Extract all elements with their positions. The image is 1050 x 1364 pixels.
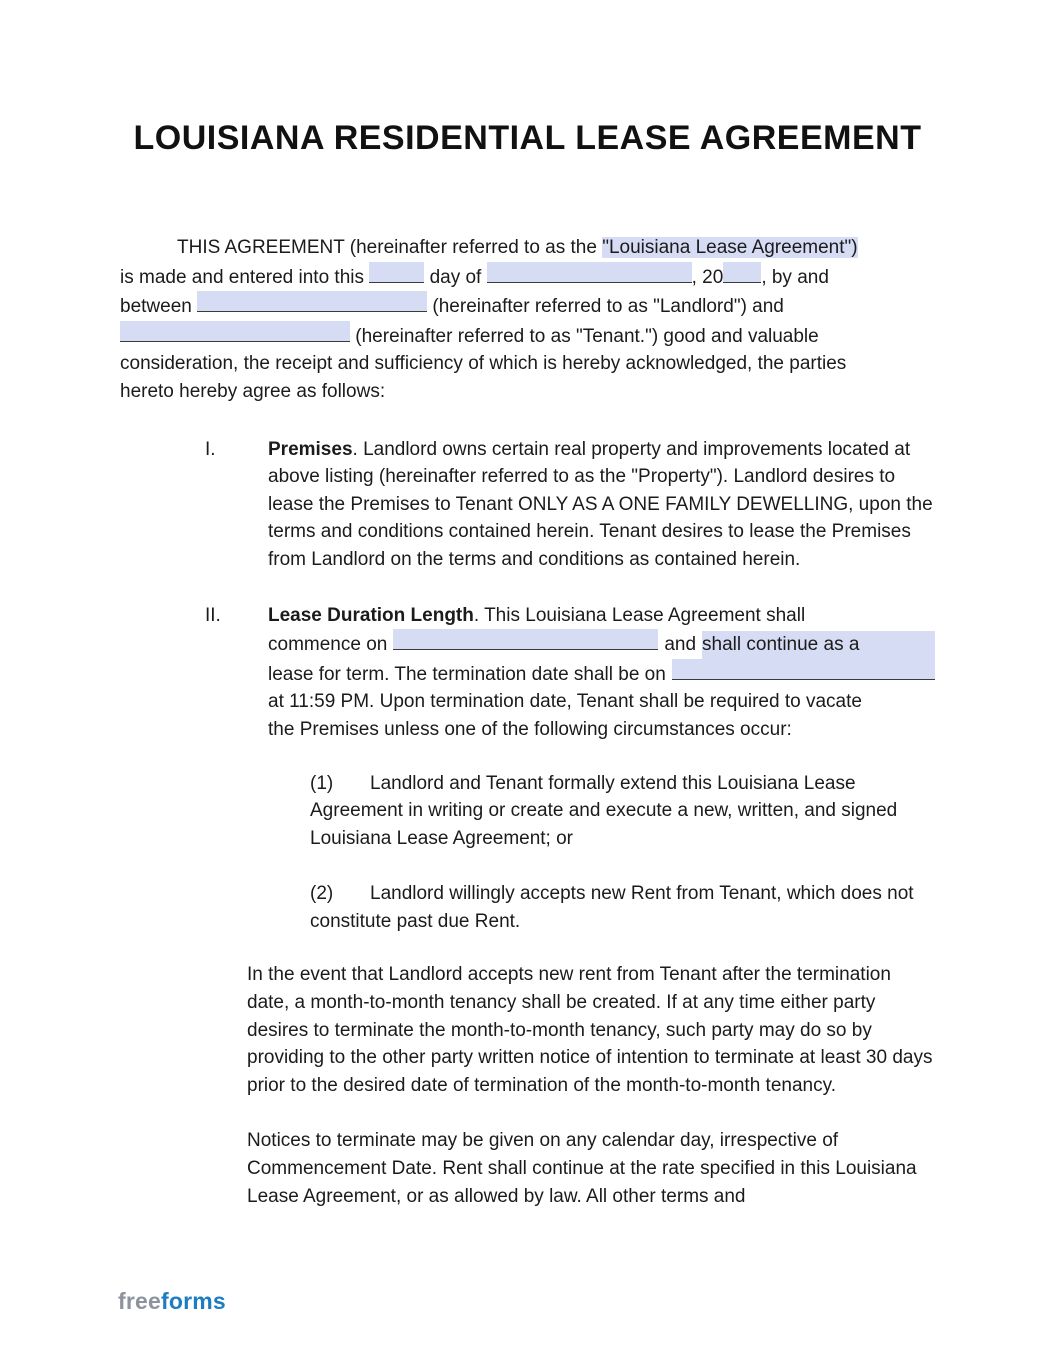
section-body xyxy=(268,436,935,574)
section-line xyxy=(268,602,935,630)
document-title: LOUISIANA RESIDENTIAL LEASE AGREEMENT xyxy=(133,119,922,157)
section-text: . This Louisiana Lease Agreement shall xyxy=(473,604,806,626)
intro-text: , by and xyxy=(761,266,829,288)
intro-paragraph xyxy=(120,234,935,406)
section-premises xyxy=(120,436,935,574)
intro-text: THIS AGREEMENT (hereinafter referred to as the xyxy=(177,237,603,258)
section-body xyxy=(268,602,935,744)
year-field[interactable] xyxy=(723,262,761,283)
termination-date-field[interactable] xyxy=(672,659,935,680)
intro-line xyxy=(120,262,935,292)
paragraph-notices: Notices to terminate may be given on any calendar day, irrespective of Commencement Date. Rent shall continue at the rate specified in this Louisiana Lease Agreement, or as allowed by law. All other terms and xyxy=(247,1130,917,1207)
paragraph-month-to-month: In the event that Landlord accepts new rent from Tenant after the termination date, a month-to-month tenancy shall be created. If at any time either party desires to terminate the month-to-month tenancy, such party may do so by providing to the other party written notice of intention to terminate at least 30 days prior to the desired date of termination of the month-to-month tenancy. xyxy=(247,964,933,1096)
clause-text: Landlord and Tenant formally extend this Louisiana Lease Agreement in writing or create and execute a new, written, and signed Louisiana Lease Agreement; or xyxy=(310,772,898,849)
intro-text: day of xyxy=(429,266,482,288)
section-number: II. xyxy=(205,604,221,626)
intro-text: consideration, the receipt and sufficiency of which is hereby acknowledged, the parties xyxy=(120,353,847,375)
section-number: I. xyxy=(205,438,216,460)
section-heading: Lease Duration Length xyxy=(268,604,474,626)
landlord-name-field[interactable] xyxy=(197,291,427,312)
section-line xyxy=(268,659,935,689)
commencement-date-field[interactable] xyxy=(393,629,658,650)
agreement-name-field[interactable]: "Louisiana Lease Agreement") xyxy=(602,237,858,258)
intro-text: (hereinafter referred to as "Landlord") and xyxy=(432,296,784,318)
intro-text: is made and entered into this xyxy=(120,266,364,288)
section-line xyxy=(268,629,935,659)
intro-line xyxy=(120,291,935,321)
intro-text: , 20 xyxy=(691,266,724,288)
section-heading: Premises xyxy=(268,438,353,460)
intro-line xyxy=(120,234,935,262)
tenant-name-field[interactable] xyxy=(120,321,350,342)
section-text: and xyxy=(664,634,697,656)
intro-text: (hereinafter referred to as "Tenant.") good and valuable xyxy=(355,325,819,347)
clause-1 xyxy=(310,770,935,853)
clause-2 xyxy=(310,880,935,935)
month-field[interactable] xyxy=(487,262,692,283)
intro-line xyxy=(120,321,935,351)
intro-text: between xyxy=(120,296,192,318)
brand-forms-text: forms xyxy=(161,1288,226,1314)
clause-number: (2) xyxy=(310,883,334,905)
section-text: . Landlord owns certain real property and improvements located at above listing (hereinafter referred to as the "Property"). Landlord desires to lease the Premises to Tenant ONLY AS A ONE FAMILY DEWELLING, upon the terms and conditions contained herein. Tenant desires to lease the Premises from Landlord on the terms and conditions as contained herein. xyxy=(268,438,933,570)
section-text: the Premises unless one of the following circumstances occur: xyxy=(268,718,792,740)
freeforms-logo xyxy=(118,1288,226,1316)
section-line xyxy=(268,688,935,716)
section-text: commence on xyxy=(268,634,388,656)
clause-text: Landlord willingly accepts new Rent from Tenant, which does not constitute past due Rent. xyxy=(310,883,914,932)
lease-term-field[interactable]: shall continue as a xyxy=(702,631,935,659)
intro-line xyxy=(120,378,935,406)
section-text: at 11:59 PM. Upon termination date, Tenant shall be required to vacate xyxy=(268,691,862,713)
day-of-month-field[interactable] xyxy=(369,262,424,283)
clause-number: (1) xyxy=(310,772,334,794)
section-line xyxy=(268,716,935,744)
brand-free-text: free xyxy=(118,1288,161,1314)
section-lease-duration xyxy=(120,602,935,744)
intro-line xyxy=(120,350,935,378)
intro-text: hereto hereby agree as follows: xyxy=(120,380,386,402)
section-text: lease for term. The termination date shall be on xyxy=(268,663,666,685)
